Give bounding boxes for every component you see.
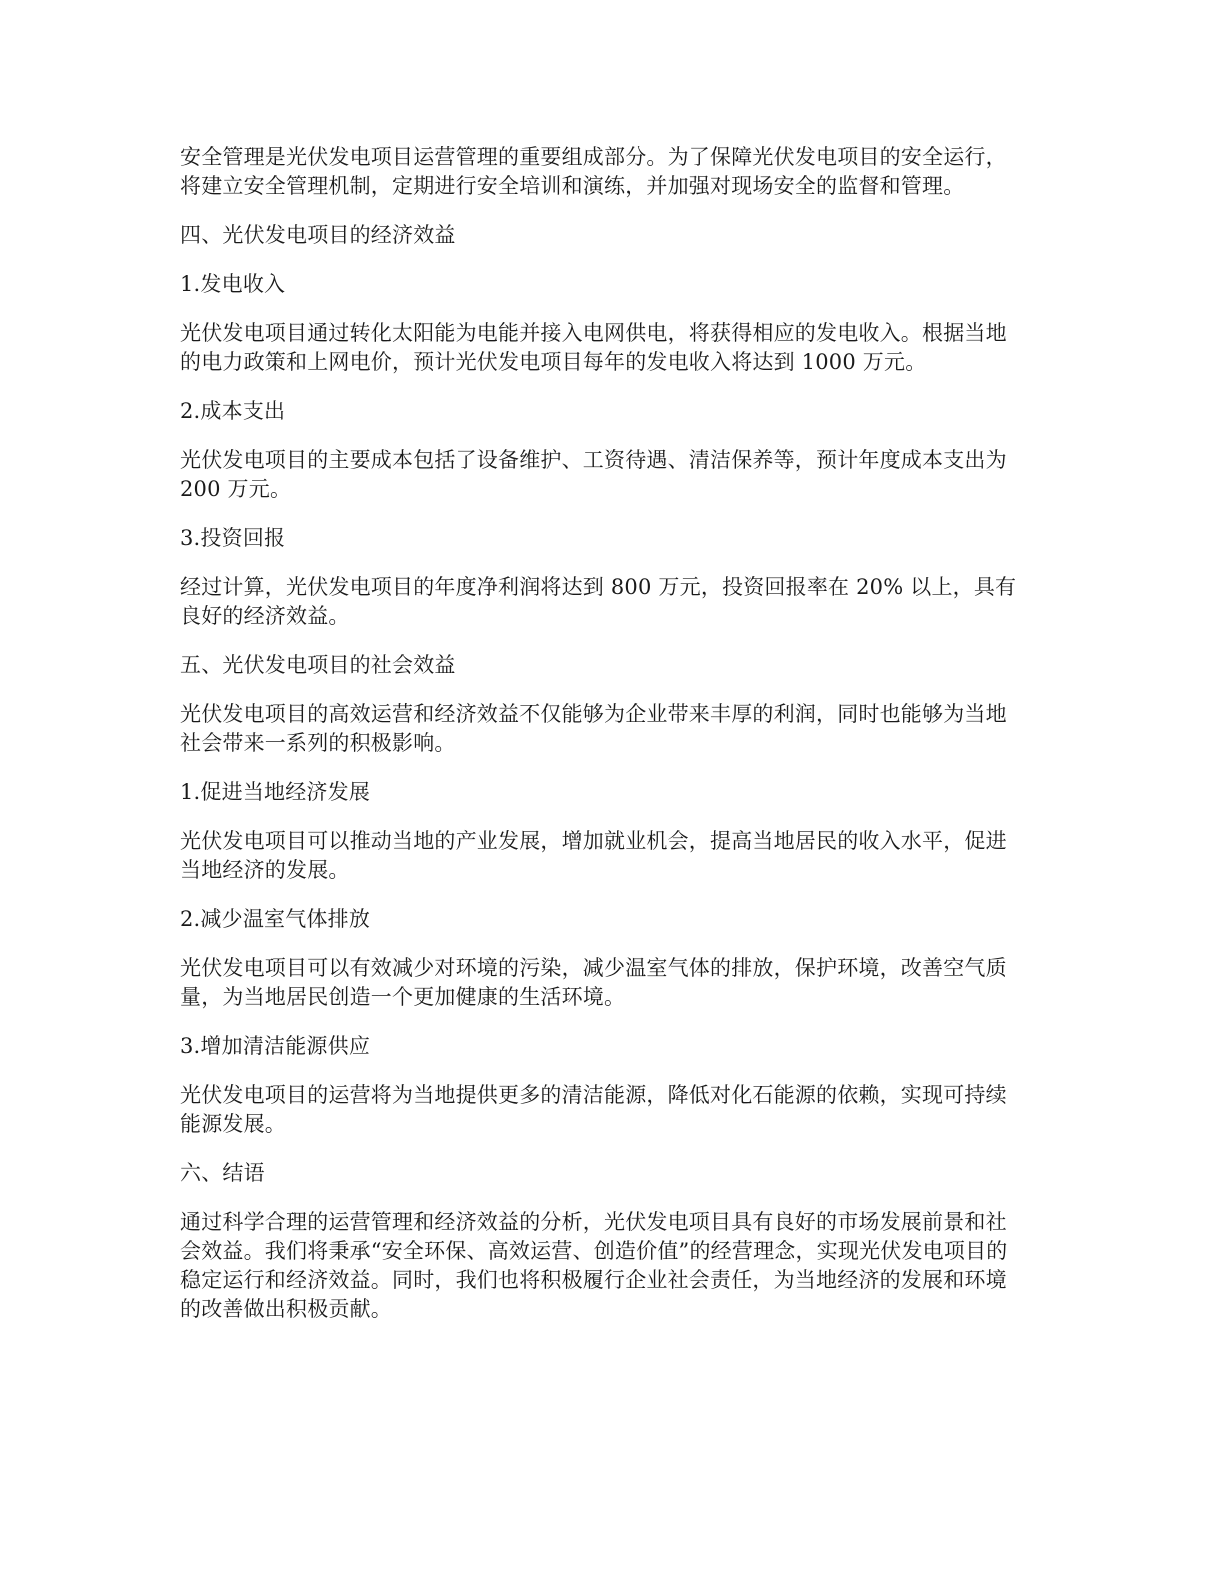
- heading-text: 3.投资回报: [180, 526, 286, 550]
- text-line: 光伏发电项目通过转化太阳能为电能并接入电网供电，将获得相应的发电收入。根据当地: [180, 321, 1007, 345]
- subheading-greenhouse-gas: [180, 905, 1030, 934]
- paragraph-greenhouse-gas: [180, 954, 1030, 1012]
- text-line: 通过科学合理的运营管理和经济效益的分析，光伏发电项目具有良好的市场发展前景和社: [180, 1210, 1007, 1234]
- text-line: 能源发展。: [180, 1112, 286, 1136]
- heading-text: 1.发电收入: [180, 272, 286, 296]
- text-line: 光伏发电项目的主要成本包括了设备维护、工资待遇、清洁保养等，预计年度成本支出为: [180, 448, 1007, 472]
- paragraph-social-benefits: [180, 700, 1030, 758]
- paragraph-investment-return: [180, 573, 1030, 631]
- paragraph-cost-expenditure: [180, 446, 1030, 504]
- subheading-investment-return: [180, 524, 1030, 553]
- text-line: 经过计算，光伏发电项目的年度净利润将达到 800 万元，投资回报率在 20% 以上，具有: [180, 575, 1017, 599]
- heading-text: 五、光伏发电项目的社会效益: [180, 653, 456, 677]
- section-heading-social-benefits: [180, 651, 1030, 680]
- text-line: 稳定运行和经济效益。同时，我们也将积极履行企业社会责任，为当地经济的发展和环境: [180, 1268, 1007, 1292]
- text-line: 良好的经济效益。: [180, 604, 350, 628]
- section-heading-economic-benefits: [180, 221, 1030, 250]
- heading-text: 2.成本支出: [180, 399, 286, 423]
- heading-text: 1.促进当地经济发展: [180, 780, 371, 804]
- text-line: 安全管理是光伏发电项目运营管理的重要组成部分。为了保障光伏发电项目的安全运行，: [180, 145, 1007, 169]
- paragraph-clean-energy: [180, 1081, 1030, 1139]
- text-line: 光伏发电项目的运营将为当地提供更多的清洁能源，降低对化石能源的依赖，实现可持续: [180, 1083, 1007, 1107]
- text-line: 量，为当地居民创造一个更加健康的生活环境。: [180, 985, 626, 1009]
- text-line: 会效益。我们将秉承“安全环保、高效运营、创造价值”的经营理念，实现光伏发电项目的: [180, 1239, 1008, 1263]
- text-line: 光伏发电项目的高效运营和经济效益不仅能够为企业带来丰厚的利润，同时也能够为当地: [180, 702, 1007, 726]
- section-heading-conclusion: [180, 1159, 1030, 1188]
- document-page: [180, 143, 1030, 1344]
- subheading-power-revenue: [180, 270, 1030, 299]
- text-line: 的电力政策和上网电价，预计光伏发电项目每年的发电收入将达到 1000 万元。: [180, 350, 927, 374]
- text-line: 社会带来一系列的积极影响。: [180, 731, 456, 755]
- subheading-local-economy: [180, 778, 1030, 807]
- heading-text: 四、光伏发电项目的经济效益: [180, 223, 456, 247]
- text-line: 的改善做出积极贡献。: [180, 1297, 392, 1321]
- subheading-clean-energy: [180, 1032, 1030, 1061]
- heading-text: 六、结语: [180, 1161, 265, 1185]
- heading-text: 2.减少温室气体排放: [180, 907, 371, 931]
- text-line: 光伏发电项目可以推动当地的产业发展，增加就业机会，提高当地居民的收入水平，促进: [180, 829, 1007, 853]
- paragraph-safety-management: [180, 143, 1030, 201]
- paragraph-power-revenue: [180, 319, 1030, 377]
- text-line: 当地经济的发展。: [180, 858, 350, 882]
- text-line: 光伏发电项目可以有效减少对环境的污染，减少温室气体的排放，保护环境，改善空气质: [180, 956, 1007, 980]
- subheading-cost-expenditure: [180, 397, 1030, 426]
- heading-text: 3.增加清洁能源供应: [180, 1034, 371, 1058]
- paragraph-local-economy: [180, 827, 1030, 885]
- text-line: 将建立安全管理机制，定期进行安全培训和演练，并加强对现场安全的监督和管理。: [180, 174, 965, 198]
- text-line: 200 万元。: [180, 477, 292, 501]
- paragraph-conclusion: [180, 1208, 1030, 1324]
